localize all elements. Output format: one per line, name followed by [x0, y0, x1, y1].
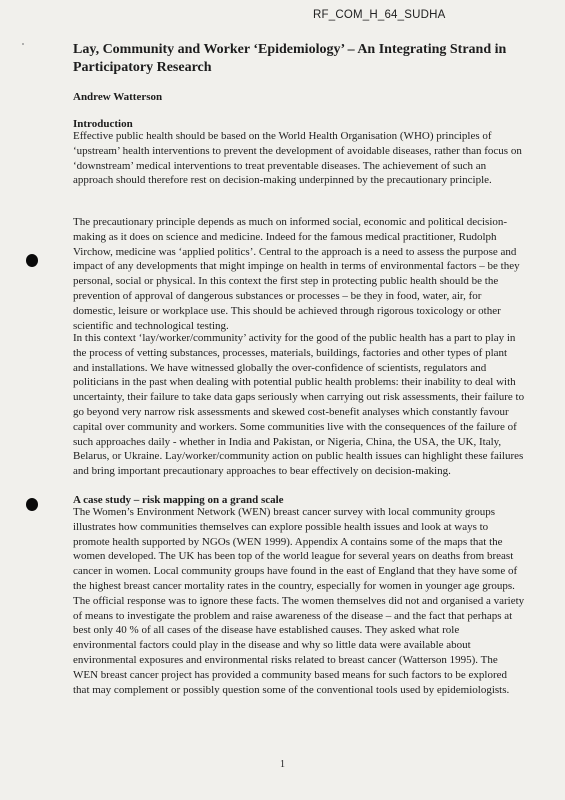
punch-hole-mark	[26, 498, 38, 511]
paragraph-intro-2: The precautionary principle depends as much on informed social, economic and political decision-making as it does on science and medicine. Indeed for the famous medical practitioner, Rudolph Virchow, medicine was ‘applied politics’. Central to the approach is a need to assess the purpose and impact of any developments that might impinge on health in terms of environmental factors – be they personal, social or physical. In this context the first step in protecting public health should be the prevention of approval of dangerous substances or processes – be they in food, water, air, for domestic, leisure or workplace use. This should be achieved through rigorous toxicology or other scientific and technological testing.	[73, 216, 520, 332]
scan-speck	[22, 43, 24, 45]
paragraph-case-study: The Women’s Environment Network (WEN) breast cancer survey with local community groups illustrates how communities themselves can explore possible health issues and look at ways to promote health supported by NGOs (WEN 1999). Appendix A contains some of the maps that the women developed. The UK has been top of the world league for several years on deaths from breast cancer in women. Local community groups have found in the east of England that they have some of the highest breast cancer mortality rates in the country, especially for women in younger age groups. The official response was to ignore these facts. The women themselves did not and organised a variety of means to investigate the problem and raise awareness of the disease – and the fact that perhaps at best only 40 % of all cases of the disease have established causes. They asked what role environmental factors could play in the disease and why so little data were available about environmental exposures and environmental risks related to breast cancer (Watterson 1995). The WEN breast cancer project has provided a community based means for such factors to be explored that may complement or possibly question some of the conventional tools used by epidemiologists.	[73, 506, 525, 696]
punch-hole-mark	[26, 254, 38, 267]
document-code: RF_COM_H_64_SUDHA	[313, 9, 446, 21]
paper-title: Lay, Community and Worker ‘Epidemiology’ – An Integrating Strand in Participatory Research	[73, 42, 507, 75]
section-heading-introduction: Introduction	[73, 118, 133, 130]
page-number: 1	[280, 759, 285, 770]
paragraph-intro-3: In this context ‘lay/worker/community’ activity for the good of the public health has a part to play in the process of vetting substances, processes, materials, buildings, factories and other types of plant and installations. We have witnessed globally the over-confidence of scientists, regulators and politicians in the past when dealing with potential public health problems: their inability to deal with uncertainty, their failure to take data gaps seriously when carrying out risk assessments, their failure to go beyond very narrow risk assessments and skewed cost-benefit analyses which constantly favour capital over community and workers. Some communities live with the consequences of the failure of such approaches daily - whether in India and Pakistan, or Nigeria, China, the USA, the UK, Italy, Belarus, or Ukraine. Lay/worker/community action on public health issues can highlight these failures and bring important precautionary approaches to bear effectively on decision-making.	[73, 332, 525, 478]
section-heading-case-study: A case study – risk mapping on a grand scale	[73, 494, 284, 506]
author-name: Andrew Watterson	[73, 91, 163, 103]
paragraph-intro-1: Effective public health should be based on the World Health Organisation (WHO) principles of ‘upstream’ health interventions to prevent the development of avoidable diseases, rather than focus on ‘downstream’ medical interventions to treat preventable diseases. The achievement of such an approach should therefore rest on decision-making underpinned by the precautionary principle.	[73, 130, 522, 187]
